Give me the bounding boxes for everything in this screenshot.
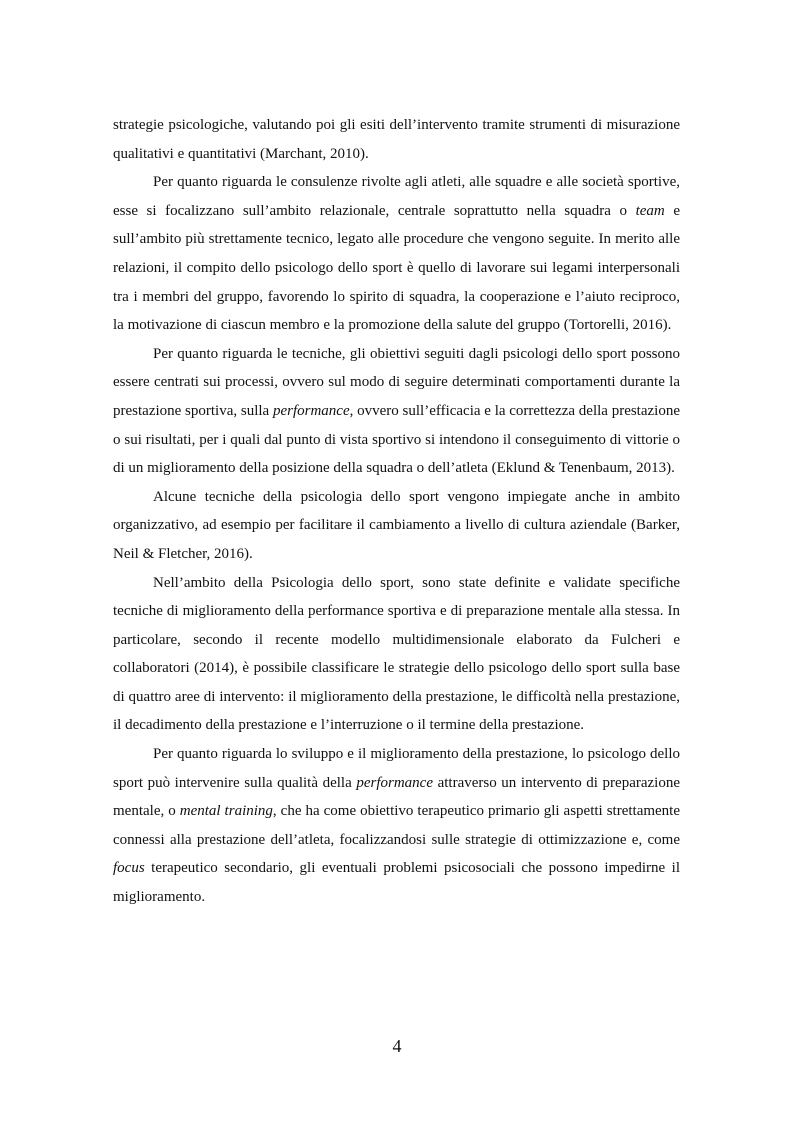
italic-text: focus xyxy=(113,860,145,877)
paragraph xyxy=(113,111,680,168)
text-run: Nell’ambito della Psicologia dello sport, sono state definite e validate specifiche tecniche di miglioramento della performance sportiva e di preparazione mentale alla stessa. In particolare, secondo il recente modello multidimensionale elaborato da Fulcheri e collaboratori (2014), è possibile classificare le strategie dello psicologo dello sport sulla base di quattro aree di intervento: il miglioramento della prestazione, le difficoltà nella prestazione, il decadimento della prestazione e l’interruzione o il termine della prestazione. xyxy=(113,574,680,734)
paragraph xyxy=(113,340,680,483)
italic-text: performance xyxy=(272,402,350,419)
text-run: Per quanto riguarda le tecniche, gli obiettivi seguiti dagli psicologi dello sport possono essere centrati sui processi, ovvero sul modo di seguire determinati comportamenti durante la prestazione sportiva, sulla xyxy=(113,345,680,419)
page-number: 4 xyxy=(392,1036,402,1056)
text-run: attraverso un intervento di preparazione mentale, o xyxy=(113,774,681,820)
paragraph xyxy=(113,168,680,340)
text-run: terapeutico secondario, gli eventuali problemi psicosociali che possono impedirne il miglioramento. xyxy=(113,860,680,906)
paragraph xyxy=(113,483,680,569)
text-run: Per quanto riguarda le consulenze rivolte agli atleti, alle squadre e alle società sportive, esse si focalizzano sull’ambito relazionale, centrale soprattutto nella squadra o xyxy=(113,174,680,219)
body-text xyxy=(113,111,680,912)
italic-text: performance xyxy=(356,774,433,791)
text-run: strategie psicologiche, valutando poi gli esiti dell’intervento tramite strumenti di misurazione qualitativi e quantitativi (Marchant, 2010). xyxy=(113,117,680,162)
text-run: Alcune tecniche della psicologia dello sport vengono impiegate anche in ambito organizzativo, ad esempio per facilitare il cambiamento a livello di cultura aziendale (Barker, Neil & Fletcher, 2016). xyxy=(113,488,680,562)
italic-text: mental training xyxy=(179,803,273,820)
text-run: , ovvero sull’efficacia e la correttezza della prestazione o sui risultati, per i quali dal punto di vista sportivo si intendono il conseguimento di vittorie o di un miglioramento della posizione della squadra o dell’atleta (Eklund & Tenenbaum, 2013). xyxy=(113,402,680,477)
text-run: Per quanto riguarda lo sviluppo e il miglioramento della prestazione, lo psicologo dello sport può intervenire sulla qualità della xyxy=(113,746,680,791)
italic-text: team xyxy=(635,202,665,219)
text-run: , che ha come obiettivo terapeutico primario gli aspetti strettamente connessi alla prestazione dell’atleta, focalizzandosi sulle strategie di ottimizzazione e, come xyxy=(113,803,680,848)
paragraph xyxy=(113,740,680,912)
text-run: e sull’ambito più strettamente tecnico, legato alle procedure che vengono seguite. In merito alle relazioni, il compito dello psicologo dello sport è quello di lavorare sui legami interpersonali tra i membri del gruppo, favorendo lo spirito di squadra, la cooperazione e l’aiuto reciproco, la motivazione di ciascun membro e la promozione della salute del gruppo (Tortorelli, 2016). xyxy=(113,202,680,334)
paragraph xyxy=(113,569,680,741)
